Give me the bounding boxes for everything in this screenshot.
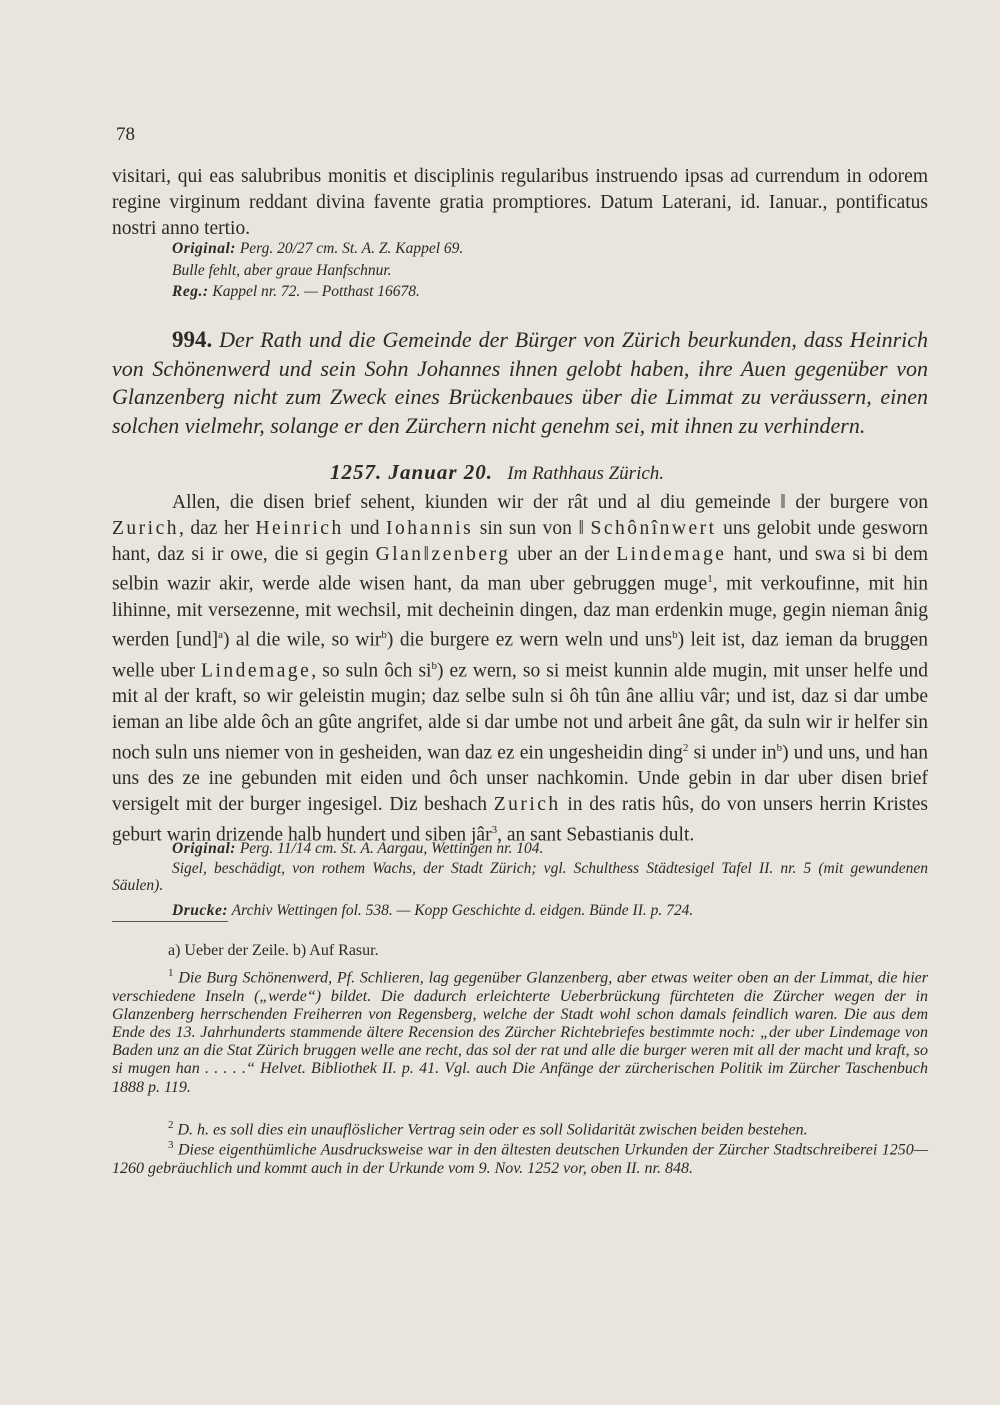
person-name: Heinrich	[255, 517, 344, 539]
text-run: ) al die wile, so wir	[222, 629, 382, 651]
text-run: und	[343, 517, 387, 539]
text-run: , so suln ôch si	[311, 660, 432, 682]
charter-text	[112, 490, 928, 848]
footnote-mark: b	[431, 659, 437, 672]
footnote-number: 1	[168, 967, 174, 979]
document-place: Im Rathhaus Zürich.	[507, 463, 665, 484]
doc-drucke-note	[112, 902, 988, 919]
text-run: uns gelobit unde gesworn hant, daz si ir owe, die si gegin	[112, 517, 928, 565]
text-run: , mit verkoufinne, mit hin lihinne, mit versezenne, mit wechsil, mit decheinin dingen, daz man erdenkin muge, gegin nieman ânig werden [und]	[112, 573, 928, 651]
doc-sigel-note: Sigel, beschädigt, von rothem Wachs, der Stadt Zürich; vgl. Schulthess Städtesigel Tafel II. nr. 5 (mit gewundenen Säulen).	[112, 860, 928, 894]
text-run: ) ez wern, so si meist kunnin alde mugin, mit unser helfe und mit al der kraft, so wir geleistin mugin; daz selbe suln si ôh tûn âne alliu vâr; und ist, daz si dar umbe ieman an libe alde ôch an gûte angrifet, alde si dar umbe not und arbeit âne gât, da suln wir ir helfer sin noch suln uns niemer von in gesheiden, wan daz ez ein ungesheidin ding	[112, 660, 928, 764]
place-name: Zurich	[112, 517, 179, 539]
text-run: hant, und swa si bi dem selbin wazir akir, werde alde wisen hant, da man uber gebruggen muge	[112, 543, 928, 595]
intro-reg-note	[112, 283, 988, 300]
footnote-1	[112, 964, 928, 1097]
note-label: Reg.:	[172, 283, 209, 300]
footnote-ab: a) Ueber der Zeile. b) Auf Rasur.	[168, 942, 379, 959]
text-run: , daz her	[178, 517, 256, 539]
footnote-mark: a	[218, 629, 223, 642]
footnote-text: Die Burg Schönenwerd, Pf. Schlieren, lag gegenüber Glanzenberg, aber etwas weiter oben an der Limmat, die hier verschiedene Inseln („werde“) bildet. Die dadurch erleichterte Ueberbrückung fürchteten die Zürcher wegen der in Glanzenberg herrschenden Freiherren von Regensberg, welche der Stadt wohl schon damals feindlich waren. Die aus dem Ende des 13. Jahrhunderts stammende ältere Recension des Zürcher Richtebriefes bestimmte noch: „der uber Lindemage von Baden unz an die Stat Zürich bruggen welle ane recht, das sol der rat und alle die burger weren mit all der macht und kraft, so si mugen han . . . . .“ Helvet. Bibliothek II. p. 41. Vgl. auch Die Anfänge der zürcherischen Politik im Zürcher Taschenbuch 1888 p. 119.	[112, 969, 929, 1096]
document-dateline	[330, 460, 664, 485]
place-name: Schônînwert	[590, 517, 717, 539]
footnote-mark: 3	[491, 823, 498, 836]
place-name: Lindemage	[201, 660, 312, 682]
footnote-number: 3	[168, 1139, 174, 1151]
footnote-mark: b	[776, 741, 783, 754]
note-label: Drucke:	[172, 902, 229, 919]
footnote-mark: 1	[707, 573, 713, 586]
text-run: ) und uns, und han uns des ze ine gebunden mit eiden und ôch unser nachkomin. Unde gebin in dar uber disen brief versigelt mit der burger ingesigel. Diz beshach	[112, 742, 928, 815]
footnote-text: D. h. es soll dies ein unauflöslicher Vertrag sein oder es soll Solidarität zwischen beiden bestehen.	[177, 1121, 808, 1139]
intro-paragraph: visitari, qui eas salubribus monitis et disciplinis regularibus instruendo ipsas ad currendum in odorem regine virginum reddant divina favente gratia promptiores. Datum Laterani, id. Ianuar., pontificatus nostri anno tertio.	[112, 166, 928, 239]
text-run: al diu gemeinde ‖ der burgere von	[636, 492, 928, 513]
intro-original-note	[112, 240, 988, 257]
place-name: Zurich	[493, 793, 561, 815]
note-label: Original:	[172, 240, 236, 257]
text-run: si under in	[688, 742, 777, 764]
footnote-mark: b	[672, 629, 678, 642]
text-run: ) leit ist, daz ieman da bruggen welle uber	[112, 629, 929, 682]
footnote-number: 2	[168, 1119, 174, 1131]
intro-bulle-note: Bulle fehlt, aber graue Hanfschnur.	[172, 262, 392, 279]
page-number: 78	[116, 124, 135, 145]
note-text: Perg. 20/27 cm. St. A. Z. Kappel 69.	[239, 240, 464, 257]
document-heading	[112, 326, 928, 440]
note-label: Original:	[172, 840, 236, 857]
document-number: 994.	[172, 327, 213, 352]
footnote-3	[112, 1136, 928, 1178]
document-summary: Der Rath und die Gemeinde der Bürger von Zürich beurkunden, dass Heinrich von Schönenwerd und sein Sohn Johannes ihnen gelobt haben, ihre Auen gegenüber von Glanzenberg nicht zum Zweck eines Brückenbaues über die Limmat zu veräussern, einen solchen vielmehr, solange er den Zürchern nicht genehm sei, mit ihnen zu verhindern.	[112, 327, 929, 438]
text-run: , an sant Sebastianis dult.	[497, 824, 695, 846]
text-run: Allen, die disen brief sehent, kiunden wir der rât und	[172, 492, 637, 513]
person-name: Iohannis	[386, 517, 474, 539]
note-text: Perg. 11/14 cm. St. A. Aargau, Wettingen nr. 104.	[239, 840, 544, 857]
text-run: ) die burgere ez wern weln und uns	[386, 629, 673, 651]
footnote-mark: 2	[682, 741, 689, 754]
text-run: uber an der	[510, 543, 617, 565]
footnote-mark: b	[381, 629, 387, 642]
place-name: Glan‖zenberg	[375, 543, 511, 565]
document-date: 1257. Januar 20.	[330, 460, 494, 484]
place-name: Lindemage	[616, 543, 727, 565]
note-text: Kappel nr. 72. — Potthast 16678.	[212, 283, 420, 300]
doc-original-note	[112, 840, 988, 857]
footnote-divider	[112, 921, 228, 922]
text-run: sin sun von ‖	[473, 517, 591, 539]
text-run: in des ratis hûs, do von unsers herrin Kristes geburt warin drizende halb hundert und siben jâr	[112, 793, 928, 846]
footnote-text: Diese eigenthümliche Ausdrucksweise war in den ältesten deutschen Urkunden der Zürcher Stadtschreiberei 1250—1260 gebräuchlich und kommt auch in der Urkunde vom 9. Nov. 1252 vor, oben II. nr. 848.	[112, 1141, 929, 1177]
note-text: Archiv Wettingen fol. 538. — Kopp Geschichte d. eidgen. Bünde II. p. 724.	[231, 902, 694, 919]
